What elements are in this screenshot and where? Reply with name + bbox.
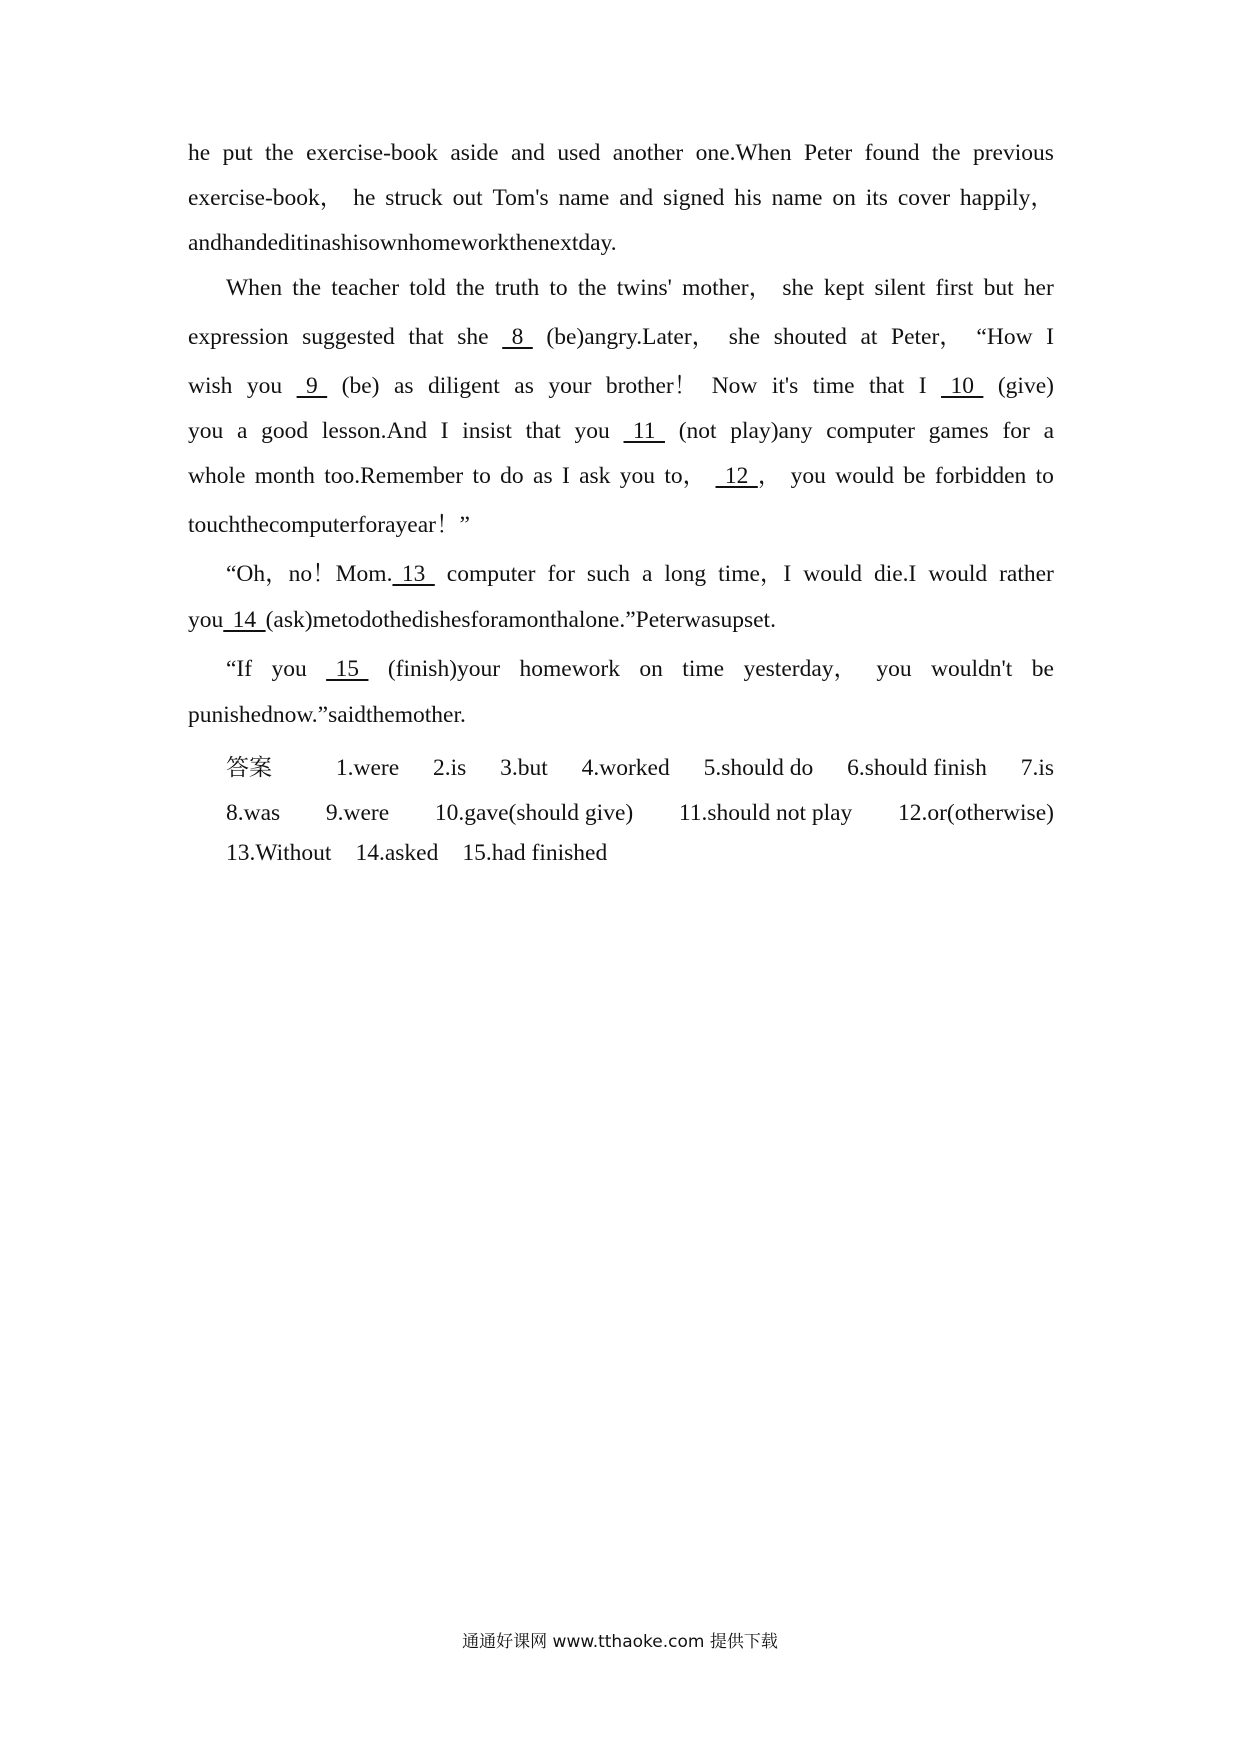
passage-word: month xyxy=(254,463,315,489)
passage-word: insist xyxy=(462,418,512,444)
passage-word: Peter xyxy=(635,607,684,633)
passage-word: now.” xyxy=(272,702,329,728)
passage-line xyxy=(188,609,1054,631)
passage-word: good xyxy=(261,418,309,444)
passage-word: on xyxy=(832,185,856,211)
passage-word: to xyxy=(341,607,360,633)
passage-word: brother！ xyxy=(605,373,698,399)
passage-word: at xyxy=(860,324,878,350)
passage-word: the xyxy=(931,140,961,166)
passage-word: one.When xyxy=(695,140,792,166)
passage-word: computer xyxy=(268,512,358,538)
passage-word: in xyxy=(302,230,322,256)
passage-word: she xyxy=(728,324,761,350)
passage-word: punished xyxy=(188,702,273,728)
blank-number: 14 xyxy=(223,607,266,633)
passage-word: Tom's xyxy=(492,185,549,211)
passage-word: computer xyxy=(826,418,915,444)
passage-word: the xyxy=(365,702,395,728)
passage-word: put xyxy=(222,140,253,166)
passage-word: found xyxy=(864,140,920,166)
passage-word: games xyxy=(928,418,989,444)
passage-word: 12 ， xyxy=(715,463,782,489)
passage-word: and xyxy=(511,140,545,166)
passage-word: the xyxy=(265,140,294,166)
passage-word: to， xyxy=(664,463,707,489)
passage-word: play)any xyxy=(730,418,813,444)
blank-number: 11 xyxy=(623,418,665,444)
passage-word: you xyxy=(574,418,610,444)
passage-word: Now xyxy=(711,373,758,399)
passage-word: to xyxy=(549,275,568,301)
passage-word: its xyxy=(865,185,888,211)
answer-item: 7.is xyxy=(1020,755,1054,781)
passage-word: year！ xyxy=(395,512,460,538)
passage-word: exercise-book xyxy=(306,140,438,166)
passage-word: ” xyxy=(459,512,470,538)
passage-word: forbidden xyxy=(934,463,1027,489)
passage-word: such xyxy=(586,561,630,587)
passage-word xyxy=(297,375,328,397)
passage-line xyxy=(226,277,1054,299)
passage-word: to xyxy=(472,463,491,489)
blank-number: 9 xyxy=(296,373,328,399)
passage-word: another xyxy=(612,140,684,166)
passage-word: she xyxy=(782,275,814,301)
passage-line xyxy=(188,375,1054,397)
passage-word: that xyxy=(408,324,444,350)
passage-word: truth xyxy=(494,275,540,301)
passage-word: you xyxy=(790,463,826,489)
answer-item: 13.Without xyxy=(226,840,332,866)
passage-line xyxy=(188,326,1054,348)
passage-word: signed xyxy=(663,185,725,211)
footer-text: 通通好课网 www.tthaoke.com 提供下载 xyxy=(462,1632,778,1652)
passage-word: you xyxy=(188,607,224,633)
passage-word: name xyxy=(558,185,610,211)
answer-item: 11.should not play xyxy=(678,800,853,826)
answer-label: 答案 xyxy=(226,755,272,781)
passage-word: but xyxy=(983,275,1014,301)
passage-word: cover xyxy=(897,185,951,211)
passage-word: teacher xyxy=(331,275,400,301)
passage-word: do xyxy=(359,607,384,633)
passage-word xyxy=(941,375,983,397)
passage-word: next xyxy=(537,230,579,256)
passage-word: day. xyxy=(578,230,617,256)
passage-word: handed xyxy=(221,230,290,256)
passage-word: was xyxy=(683,607,721,633)
passage-word: that xyxy=(869,373,905,399)
passage-word: a xyxy=(236,418,248,444)
passage-word: struck xyxy=(385,185,443,211)
passage-word: own xyxy=(368,230,409,256)
passage-word: you xyxy=(188,418,224,444)
passage-word: his xyxy=(734,185,762,211)
passage-word: touch xyxy=(188,512,241,538)
passage-word: I xyxy=(1046,324,1054,350)
passage-word: you xyxy=(271,656,307,682)
passage-word: I xyxy=(440,418,449,444)
answer-item: 4.worked xyxy=(581,755,670,781)
answer-row xyxy=(226,757,1054,779)
passage-word: a xyxy=(385,512,396,538)
passage-word: on xyxy=(639,656,663,682)
passage-word: upset. xyxy=(720,607,776,633)
passage-word: to xyxy=(1035,463,1054,489)
passage-word: a xyxy=(1043,418,1054,444)
passage-word: yesterday， xyxy=(743,656,858,682)
passage-word: he xyxy=(188,140,211,166)
passage-word: would xyxy=(928,561,988,587)
answer-item: 15.had finished xyxy=(462,840,608,866)
passage-word: as xyxy=(533,463,553,489)
passage-word: be xyxy=(1031,656,1054,682)
passage-word: used xyxy=(557,140,601,166)
passage-word: said xyxy=(328,702,366,728)
passage-word: aside xyxy=(450,140,499,166)
blank-number: 12 xyxy=(715,463,758,489)
passage-word: it xyxy=(289,230,303,256)
blank-number: 15 xyxy=(326,656,369,682)
passage-word: die.I xyxy=(873,561,917,587)
answer-row xyxy=(226,802,1054,824)
passage-word: long xyxy=(664,561,707,587)
passage-word: his xyxy=(340,230,369,256)
blank-number: 13 xyxy=(392,561,435,587)
answer-row xyxy=(226,842,1054,864)
passage-word: do xyxy=(500,463,524,489)
answer-item: 3.but xyxy=(500,755,548,781)
answer-item: 10.gave(should give) xyxy=(434,800,634,826)
passage-word: for xyxy=(547,561,575,587)
passage-word: me xyxy=(312,607,342,633)
answer-item: 6.should finish xyxy=(847,755,987,781)
passage-word: I xyxy=(918,373,927,399)
passage-word: the xyxy=(383,607,412,633)
passage-word xyxy=(326,658,368,680)
passage-word: dishes xyxy=(411,607,471,633)
passage-word: time xyxy=(812,373,855,399)
passage-word xyxy=(624,420,665,442)
passage-word: for xyxy=(1002,418,1030,444)
passage-word: 14 (ask) xyxy=(223,607,313,633)
passage-word: your xyxy=(548,373,592,399)
passage-word: I xyxy=(561,463,570,489)
passage-word: too.Remember xyxy=(324,463,464,489)
passage-word: a xyxy=(497,607,509,633)
passage-word: shouted xyxy=(773,324,847,350)
passage-word: alone.” xyxy=(568,607,636,633)
passage-word: he xyxy=(353,185,376,211)
passage-word: rather xyxy=(999,561,1054,587)
passage-word xyxy=(502,326,533,348)
passage-word: When xyxy=(226,275,283,301)
passage-word: the xyxy=(509,230,538,256)
answer-item: 2.is xyxy=(432,755,467,781)
passage-word: expression xyxy=(188,324,289,350)
passage-word: suggested xyxy=(302,324,395,350)
passage-word: told xyxy=(409,275,446,301)
passage-word: “Oh，no！Mom. 13 xyxy=(226,561,435,587)
passage-word: exercise-book， xyxy=(188,185,344,211)
passage-line xyxy=(188,514,1054,536)
passage-word: wish xyxy=(188,373,233,399)
passage-line xyxy=(188,465,1054,487)
answer-item: 12.or(otherwise) xyxy=(897,800,1054,826)
passage-word: you xyxy=(619,463,656,489)
passage-word: the xyxy=(577,275,607,301)
answer-item: 9.were xyxy=(325,800,390,826)
passage-word: (not xyxy=(678,418,717,444)
passage-word: (finish)your xyxy=(387,656,501,682)
passage-word: happily， xyxy=(959,185,1054,211)
passage-word: Peter xyxy=(803,140,853,166)
passage-word: (be) xyxy=(341,373,380,399)
passage-word: would xyxy=(803,561,862,587)
passage-word: mother， xyxy=(682,275,773,301)
passage-word: for xyxy=(357,512,386,538)
passage-word: as xyxy=(321,230,341,256)
passage-line xyxy=(188,704,1054,726)
blank-number: 10 xyxy=(941,373,984,399)
passage-word: kept xyxy=(823,275,865,301)
passage-word: “If xyxy=(226,656,253,682)
passage-word: whole xyxy=(188,463,246,489)
passage-word: lesson.And xyxy=(321,418,427,444)
passage-word: she xyxy=(457,324,489,350)
passage-word: homework xyxy=(519,656,621,682)
passage-word: be xyxy=(903,463,926,489)
passage-word: the xyxy=(292,275,322,301)
passage-line xyxy=(188,420,1054,442)
passage-word: would xyxy=(835,463,895,489)
passage-word: and xyxy=(619,185,654,211)
passage-word: first xyxy=(935,275,974,301)
passage-word: as xyxy=(393,373,414,399)
passage-word: mother. xyxy=(394,702,466,728)
answer-item: 14.asked xyxy=(355,840,439,866)
passage-word: as xyxy=(514,373,534,399)
passage-word: ask xyxy=(579,463,611,489)
passage-word: for xyxy=(470,607,498,633)
passage xyxy=(188,142,1054,864)
answer-item: 5.should do xyxy=(703,755,814,781)
passage-word: name xyxy=(771,185,823,211)
answer-item: 1.were xyxy=(335,755,400,781)
blank-number: 8 xyxy=(502,324,533,350)
passage-word: the xyxy=(240,512,269,538)
passage-word: the xyxy=(455,275,485,301)
passage-word: and xyxy=(188,230,222,256)
passage-line xyxy=(188,142,1054,164)
passage-word: “How xyxy=(976,324,1033,350)
passage-word: out xyxy=(452,185,483,211)
passage-word: time xyxy=(682,656,725,682)
passage-line xyxy=(226,658,1054,680)
passage-word: computer xyxy=(446,561,536,587)
passage-word: you xyxy=(876,656,912,682)
answer-item: 8.was xyxy=(226,800,281,826)
passage-word: that xyxy=(525,418,561,444)
passage-word: homework xyxy=(408,230,510,256)
passage-word: twins' xyxy=(616,275,672,301)
passage-word: (give) xyxy=(997,373,1054,399)
passage-word: month xyxy=(508,607,569,633)
passage-line xyxy=(188,187,1054,209)
passage-line xyxy=(188,232,1054,254)
passage-word: (be)angry.Later， xyxy=(546,324,716,350)
passage-word: a xyxy=(641,561,653,587)
passage-word: wouldn't xyxy=(931,656,1013,682)
passage-line xyxy=(226,563,1054,585)
answer-key xyxy=(226,757,1054,864)
passage-word: diligent xyxy=(428,373,500,399)
passage-word: you xyxy=(246,373,283,399)
passage-word: silent xyxy=(874,275,926,301)
passage-word: it's xyxy=(771,373,799,399)
passage-word: Peter， xyxy=(891,324,963,350)
passage-word: previous xyxy=(972,140,1054,166)
passage-word: time，I xyxy=(718,561,792,587)
passage-word: her xyxy=(1023,275,1054,301)
